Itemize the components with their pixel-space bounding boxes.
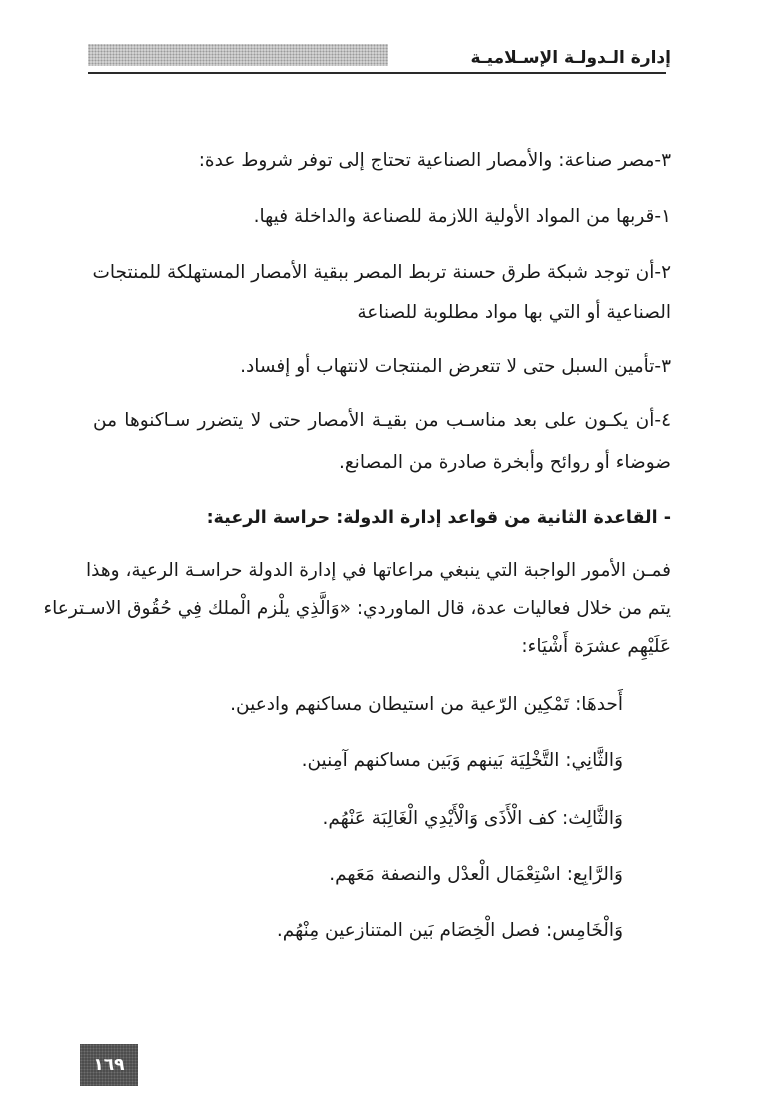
paragraph-line-2: يتم من خلال فعاليات عدة، قال الماوردي: «وَالَّذِي يلْزم الْملك فِي حُقُوق الاسـترعاء [43, 598, 671, 619]
running-header-title: إدارة الـدولـة الإسـلاميـة [470, 48, 671, 68]
requirement-2-line-1: ٢-أن توجد شبكة طرق حسنة تربط المصر ببقية الأمصار المستهلكة للمنتجات [92, 262, 671, 283]
page-number-box [80, 1044, 138, 1086]
requirement-3: ٣-تأمين السبل حتى لا تتعرض المنتجات لانتهاب أو إفساد. [240, 356, 671, 377]
header-divider [88, 72, 666, 74]
page-number: ١٦٩ [93, 1055, 125, 1075]
paragraph-line-3: عَلَيْهِم عشرَة أَشْيَاء: [521, 636, 671, 657]
requirement-4-line-2: ضوضاء أو روائح وأبخرة صادرة من المصانع. [338, 452, 671, 473]
quote-item-2: وَالثَّانِي: التَّخْلِيَة بَينهم وَبَين مساكنهم آمِنين. [301, 750, 623, 771]
requirement-4-line-1: ٤-أن يكـون على بعد مناسـب من بقيـة الأمصار حتى لا يتضرر سـاكنوها من [93, 410, 671, 431]
quote-item-3: وَالثَّالِث: كف الْأَذَى وَالْأَيْدِي الْغَالِبَة عَنْهُم. [322, 808, 623, 829]
quote-item-5: وَالْخَامِس: فصل الْخِصَام بَين المتنازعين مِنْهُم. [276, 920, 623, 941]
requirement-1: ١-قربها من المواد الأولية اللازمة للصناعة والداخلة فيها. [253, 206, 671, 227]
section-heading: - القاعدة الثانية من قواعد إدارة الدولة: حراسة الرعية: [206, 508, 671, 528]
requirement-2-line-2: الصناعية أو التي بها مواد مطلوبة للصناعة [357, 302, 671, 323]
header-decorative-band [88, 44, 388, 66]
quote-item-1: أَحدهَا: تَمْكِين الرّعية من استيطان مساكنهم وادعين. [230, 694, 623, 715]
condition-3-heading: ٣-مصر صناعة: والأمصار الصناعية تحتاج إلى توفر شروط عدة: [198, 150, 671, 171]
quote-item-4: وَالرَّابِع: اسْتِعْمَال الْعدْل والنصفة مَعَهم. [329, 864, 623, 885]
paragraph-line-1: فمـن الأمور الواجبة التي ينبغي مراعاتها في إدارة الدولة حراسـة الرعية، وهذا [86, 560, 671, 581]
